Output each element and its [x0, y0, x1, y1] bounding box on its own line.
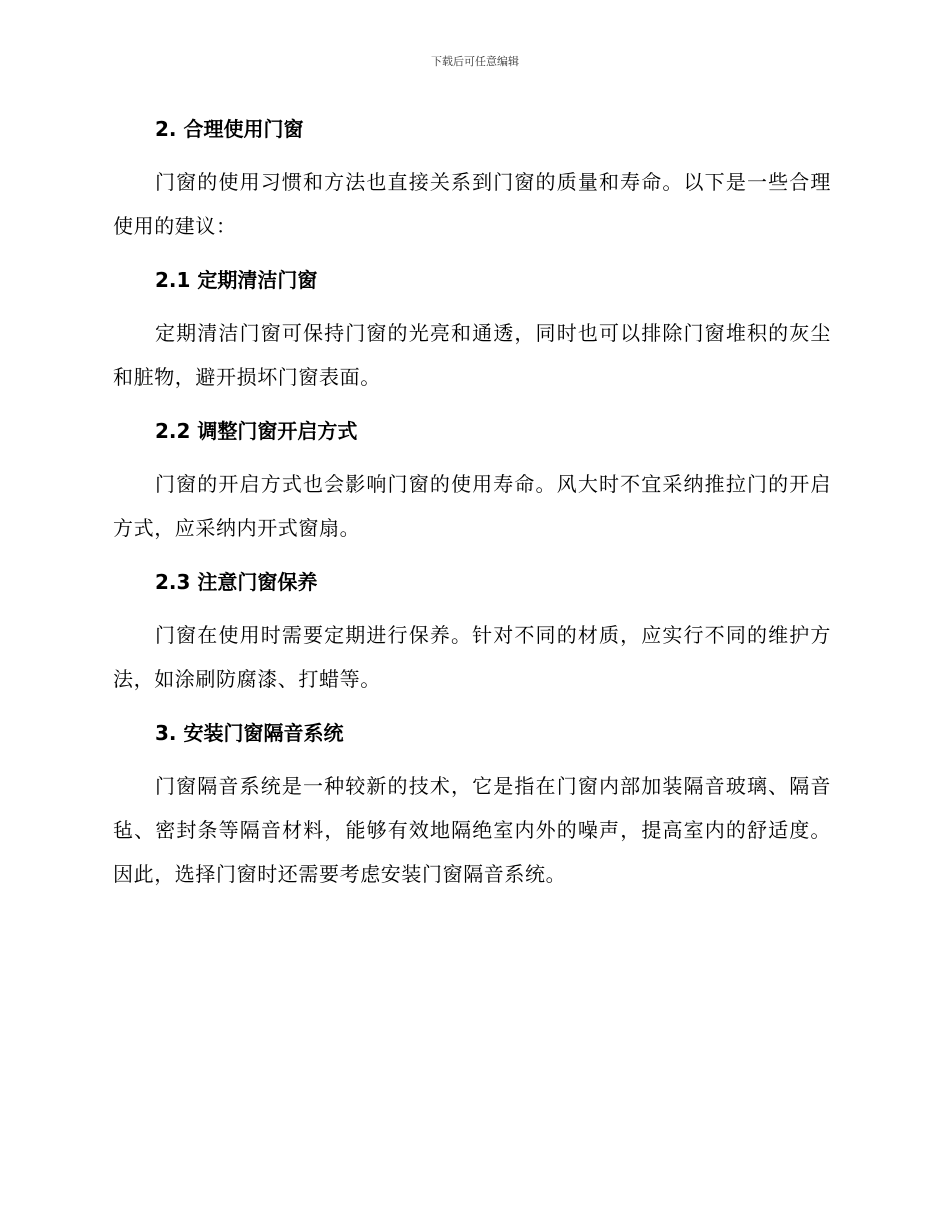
document-body [113, 112, 831, 896]
section-paragraph: 定期清洁门窗可保持门窗的光亮和通透，同时也可以排除门窗堆积的灰尘和脏物，避开损坏门窗表面。 [113, 321, 831, 389]
section-paragraph: 门窗的使用习惯和方法也直接关系到门窗的质量和寿命。以下是一些合理使用的建议： [113, 170, 831, 238]
section-paragraph: 门窗在使用时需要定期进行保养。针对不同的材质，应实行不同的维护方法，如涂刷防腐漆、打蜡等。 [113, 623, 831, 691]
section-paragraph: 门窗的开启方式也会影响门窗的使用寿命。风大时不宜采纳推拉门的开启方式，应采纳内开式窗扇。 [113, 472, 831, 540]
section-heading: 2.2 调整门窗开启方式 [155, 419, 358, 443]
section-3 [113, 716, 831, 896]
section-2-1 [113, 263, 831, 414]
section-heading: 2. 合理使用门窗 [155, 117, 304, 141]
section-2-3 [113, 565, 831, 716]
section-paragraph: 门窗隔音系统是一种较新的技术，它是指在门窗内部加装隔音玻璃、隔音毡、密封条等隔音材料，能够有效地隔绝室内外的噪声，提高室内的舒适度。因此，选择门窗时还需要考虑安装门窗隔音系统。 [113, 774, 831, 886]
section-2-2 [113, 414, 831, 565]
section-heading: 3. 安装门窗隔音系统 [155, 721, 344, 745]
page-header: 下载后可任意编辑 [431, 55, 519, 68]
section-2 [113, 112, 831, 263]
section-heading: 2.1 定期清洁门窗 [155, 268, 318, 292]
section-heading: 2.3 注意门窗保养 [155, 570, 318, 594]
